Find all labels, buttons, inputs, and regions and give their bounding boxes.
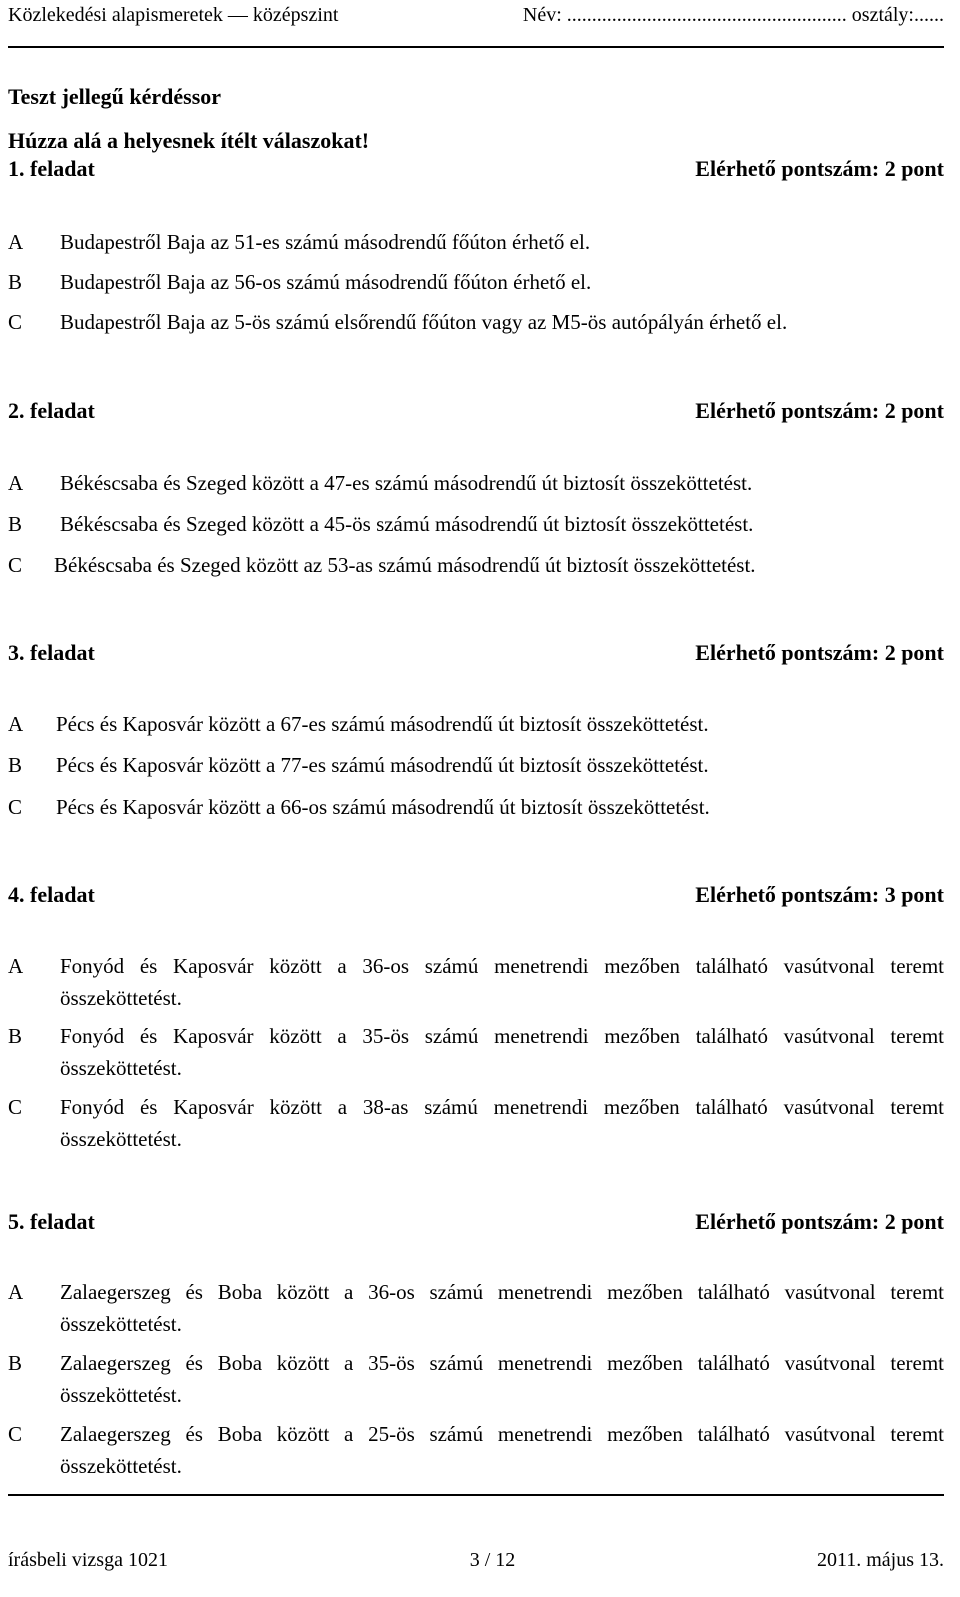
task-points: Elérhető pontszám: 3 pont (695, 882, 944, 907)
option-letter: B (8, 270, 23, 294)
task-3-header (8, 640, 944, 666)
exam-page (8, 0, 944, 1597)
option-text[interactable]: Pécs és Kaposvár között a 67-es számú másodrendű út biztosít összeköttetést. (56, 712, 709, 736)
option-letter: B (8, 753, 23, 777)
page-footer (8, 1545, 944, 1575)
option-letter: C (8, 1422, 23, 1446)
task-label: 4. feladat (8, 882, 95, 907)
task-2-header (8, 398, 944, 424)
option-letter: B (8, 512, 23, 536)
option-text[interactable]: Zalaegerszeg és Boba között a 35-ös számú menetrendi mezőben található vasútvonal teremt összeköttetést. (60, 1351, 944, 1407)
option-letter: C (8, 1095, 23, 1119)
option-letter: A (8, 712, 24, 736)
option-text[interactable]: Fonyód és Kaposvár között a 38-as számú menetrendi mezőben található vasútvonal teremt összeköttetést. (60, 1095, 944, 1151)
exam-date: 2011. május 13. (816, 1548, 944, 1571)
task-points: Elérhető pontszám: 2 pont (695, 398, 944, 423)
option-letter: A (8, 471, 24, 495)
task-label: 5. feladat (8, 1209, 95, 1234)
task-points: Elérhető pontszám: 2 pont (695, 1209, 944, 1234)
header-subject: Közlekedési alapismeretek — középszint (8, 3, 339, 26)
task-label: 1. feladat (8, 156, 95, 181)
option-letter: A (8, 230, 24, 254)
option-text[interactable]: Pécs és Kaposvár között a 66-os számú másodrendű út biztosít összeköttetést. (56, 795, 710, 819)
task-label: 2. feladat (8, 398, 95, 423)
option-text[interactable]: Budapestről Baja az 51-es számú másodrendű főúton érhető el. (60, 230, 591, 254)
option-text[interactable]: Zalaegerszeg és Boba között a 25-ös számú menetrendi mezőben található vasútvonal teremt összeköttetést. (60, 1422, 944, 1478)
section-title: Teszt jellegű kérdéssor (8, 84, 222, 109)
task-4-header (8, 882, 944, 908)
option-text[interactable]: Budapestről Baja az 56-os számú másodrendű főúton érhető el. (60, 270, 592, 294)
instruction-text: Húzza alá a helyesnek ítélt válaszokat! (8, 128, 370, 153)
page-header (8, 0, 944, 30)
option-letter: B (8, 1351, 23, 1375)
option-text[interactable]: Fonyód és Kaposvár között a 36-os számú menetrendi mezőben található vasútvonal teremt összeköttetést. (60, 954, 944, 1010)
option-text[interactable]: Zalaegerszeg és Boba között a 36-os számú menetrendi mezőben található vasútvonal teremt összeköttetést. (60, 1280, 944, 1336)
option-text[interactable]: Pécs és Kaposvár között a 77-es számú másodrendű út biztosít összeköttetést. (56, 753, 709, 777)
page-number: 3 / 12 (469, 1548, 516, 1571)
option-letter: C (8, 795, 23, 819)
option-letter: C (8, 310, 23, 334)
option-letter: C (8, 553, 23, 577)
task-label: 3. feladat (8, 640, 95, 665)
footer-divider (8, 1494, 944, 1496)
option-text[interactable]: Békéscsaba és Szeged között a 45-ös számú másodrendű út biztosít összeköttetést. (60, 512, 754, 536)
task-1-header (8, 156, 944, 182)
option-letter: A (8, 954, 24, 978)
option-text[interactable]: Fonyód és Kaposvár között a 35-ös számú menetrendi mezőben található vasútvonal teremt összeköttetést. (60, 1024, 944, 1080)
option-letter: B (8, 1024, 23, 1048)
task-5-header (8, 1209, 944, 1235)
header-divider (8, 46, 944, 48)
option-letter: A (8, 1280, 24, 1304)
option-text[interactable]: Békéscsaba és Szeged között a 47-es számú másodrendű út biztosít összeköttetést. (60, 471, 753, 495)
option-text[interactable]: Békéscsaba és Szeged között az 53-as számú másodrendű út biztosít összeköttetést. (54, 553, 756, 577)
task-points: Elérhető pontszám: 2 pont (695, 156, 944, 181)
task-points: Elérhető pontszám: 2 pont (695, 640, 944, 665)
footer-exam-code: írásbeli vizsga 1021 (8, 1548, 168, 1571)
option-text[interactable]: Budapestről Baja az 5-ös számú elsőrendű főúton vagy az M5-ös autópályán érhető el. (60, 310, 788, 334)
header-name-class: Név: ........................................................ osztály:...... (522, 3, 944, 26)
